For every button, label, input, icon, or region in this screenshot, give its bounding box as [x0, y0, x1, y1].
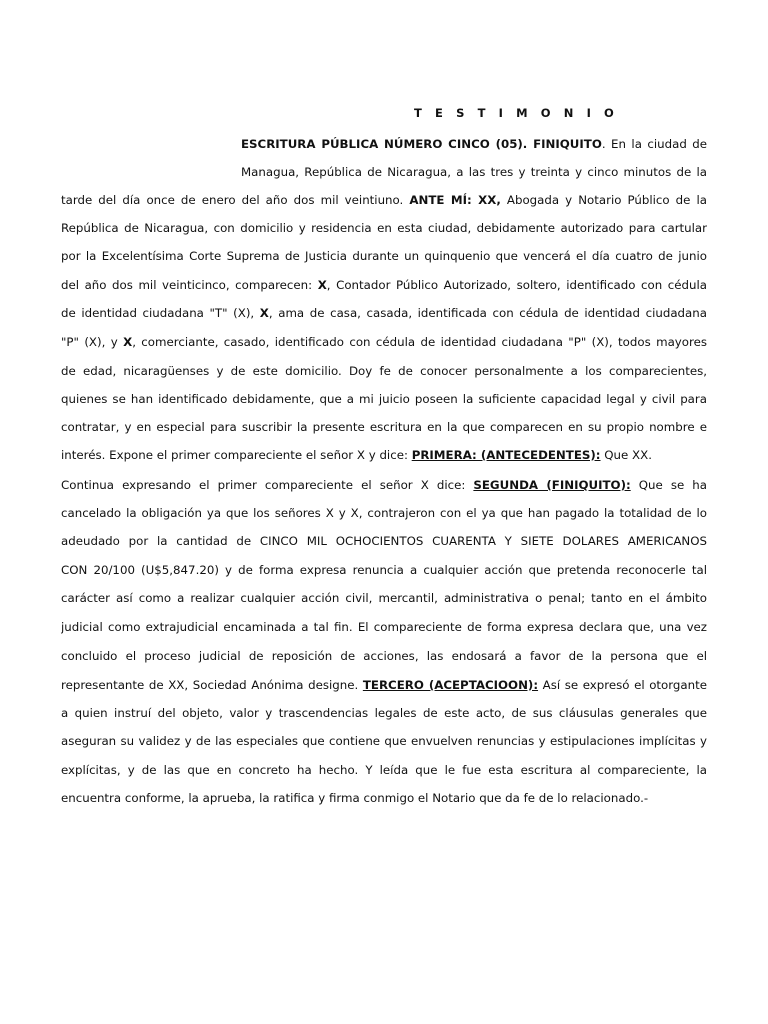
- text-line-23: explícitas, y de las que en concreto ha hecho. Y leída que le fue esta escritura al compareciente, la: [61, 763, 707, 777]
- text-line-5: por la Excelentísima Corte Suprema de Justicia durante un quinquenio que vencerá el día cuatro de junio: [61, 249, 707, 263]
- text-line-13: Continua expresando el primer compareciente el señor X dice: SEGUNDA (FINIQUITO): Que se ha: [61, 478, 707, 492]
- text-line-4: República de Nicaragua, con domicilio y residencia en esta ciudad, debidamente autorizado para cartular: [61, 221, 707, 235]
- text-line-10: quienes se han identificado debidamente, que a mi juicio poseen la suficiente capacidad legal y civil para: [61, 392, 707, 406]
- text-line-16: CON 20/100 (U$5,847.20) y de forma expresa renuncia a cualquier acción que pretenda reconocerle tal: [61, 563, 707, 577]
- text-line-20: representante de XX, Sociedad Anónima designe. TERCERO (ACEPTACIOON): Así se expresó el otorgante: [61, 678, 707, 692]
- text-line-12: interés. Expone el primer compareciente el señor X y dice: PRIMERA: (ANTECEDENTES): Que XX.: [61, 448, 652, 462]
- text-line-8: "P" (X), y X, comerciante, casado, identificado con cédula de identidad ciudadana "P" (X), todos mayores: [61, 335, 707, 349]
- text-line-22: aseguran su validez y de las especiales que contiene que envuelven renuncias y estipulaciones implícitas y: [61, 734, 707, 748]
- text-line-14: cancelado la obligación ya que los señores X y X, contrajeron con el ya que han pagado la totalidad de lo: [61, 506, 707, 520]
- notary-name: ANTE MÍ: XX,: [409, 193, 501, 207]
- text-line-24: encuentra conforme, la aprueba, la ratifica y firma conmigo el Notario que da fe de lo relacionado.-: [61, 791, 649, 805]
- text-line-18: judicial como extrajudicial encaminada a tal fin. El compareciente de forma expresa declara que, una vez: [61, 620, 707, 634]
- text-line-7: de identidad ciudadana "T" (X), X, ama de casa, casada, identificada con cédula de identidad ciudadana: [61, 306, 707, 320]
- deed-heading: ESCRITURA PÚBLICA NÚMERO CINCO (05). FINIQUITO: [241, 137, 602, 151]
- text-line-9: de edad, nicaragüenses y de este domicilio. Doy fe de conocer personalmente a los comparecientes,: [61, 364, 707, 378]
- clause-heading-primera: PRIMERA: (ANTECEDENTES):: [411, 448, 601, 462]
- clause-heading-segunda: SEGUNDA (FINIQUITO):: [473, 478, 631, 492]
- text-line-2: Managua, República de Nicaragua, a las tres y treinta y cinco minutos de la: [241, 165, 707, 179]
- text-line-19: concluido el proceso judicial de reposición de acciones, las endosará a favor de la persona que el: [61, 649, 707, 663]
- text-line-15: adeudado por la cantidad de CINCO MIL OCHOCIENTOS CUARENTA Y SIETE DOLARES AMERICANOS: [61, 534, 707, 548]
- text-line-11: contratar, y en especial para suscribir la presente escritura en la que comparecen en su propio nombre e: [61, 420, 707, 434]
- text-line-21: a quien instruí del objeto, valor y trascendencias legales de este acto, de sus cláusulas generales que: [61, 706, 707, 720]
- text-line-3: tarde del día once de enero del año dos mil veintiuno. ANTE MÍ: XX, Abogada y Notario Público de la: [61, 193, 707, 207]
- clause-heading-tercero: TERCERO (ACEPTACIOON):: [362, 678, 539, 692]
- text-line-17: carácter así como a realizar cualquier acción civil, mercantil, administrativa o penal; tanto en el ámbito: [61, 591, 707, 605]
- text-line-6: del año dos mil veinticinco, comparecen: X, Contador Público Autorizado, soltero, identificado con cédula: [61, 278, 707, 292]
- document-title: T E S T I M O N I O: [414, 106, 619, 120]
- text-line-1: ESCRITURA PÚBLICA NÚMERO CINCO (05). FINIQUITO. En la ciudad de: [241, 137, 707, 151]
